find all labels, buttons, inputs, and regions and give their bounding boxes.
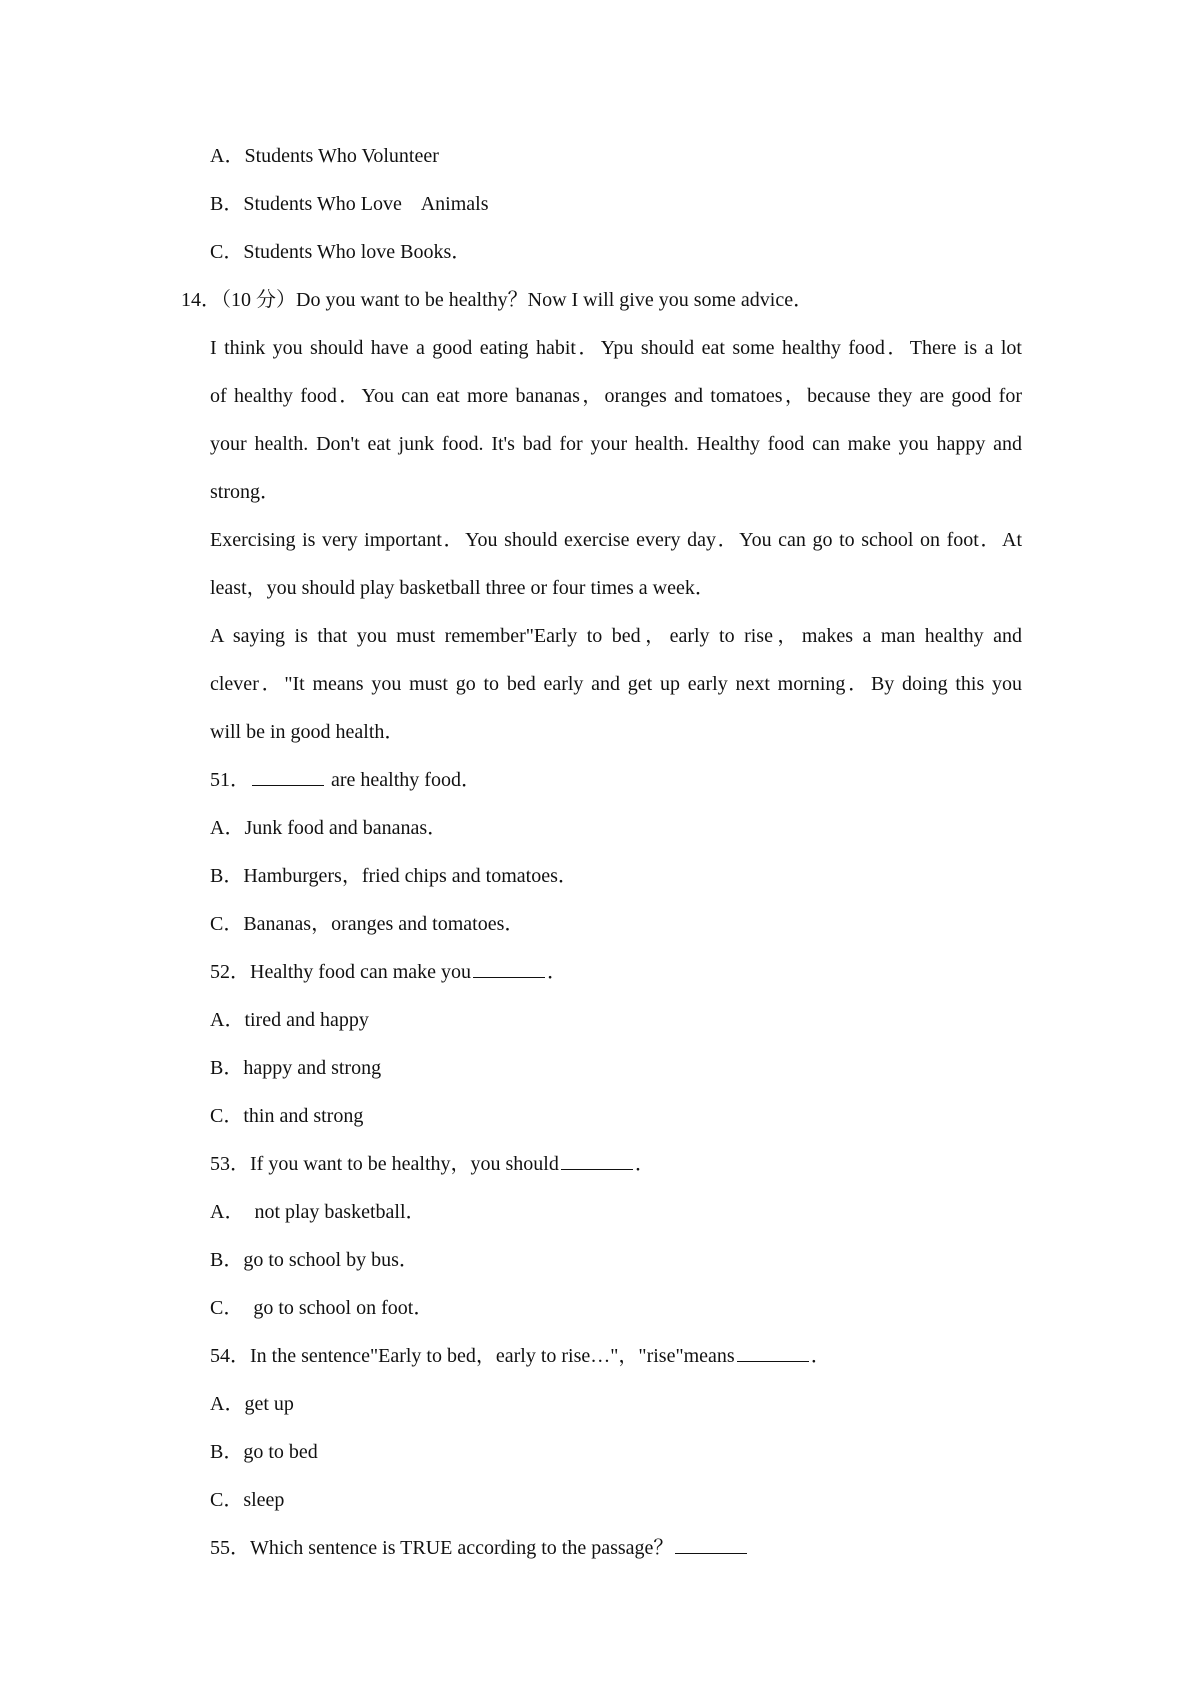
passage-line: clever．"It means you must go to bed early and get up early next morning．By doing this you — [210, 673, 1022, 695]
passage-line: strong． — [210, 481, 280, 503]
question-text: are healthy food． — [326, 769, 481, 791]
answer-blank — [737, 1343, 809, 1362]
question-52 — [210, 958, 567, 986]
option-c: C．Bananas，oranges and tomatoes． — [210, 913, 525, 935]
option-b: B．Hamburgers，fried chips and tomatoes． — [210, 865, 578, 887]
question-end: ． — [547, 961, 568, 983]
option-a: A．tired and happy — [210, 1009, 369, 1031]
passage-line: least，you should play basketball three or four times a week． — [210, 577, 715, 599]
option-c: C． go to school on foot． — [210, 1297, 434, 1319]
option-c: C．Students Who love Books． — [210, 241, 472, 263]
question-53 — [210, 1150, 655, 1178]
question-end: ． — [634, 1153, 655, 1175]
option-a: A．get up — [210, 1393, 294, 1415]
passage-line: I think you should have a good eating habit．Ypu should eat some healthy food．There is a lot — [210, 337, 1022, 359]
option-a: A．Students Who Volunteer — [210, 145, 439, 167]
question-number: 51． — [210, 769, 250, 791]
option-b: B．Students Who Love Animals — [210, 193, 489, 215]
passage-line: of healthy food．You can eat more bananas，oranges and tomatoes，because they are good for — [210, 385, 1022, 407]
passage-line: will be in good health． — [210, 721, 405, 743]
question-text: 52．Healthy food can make you — [210, 961, 472, 983]
answer-blank — [675, 1535, 747, 1554]
answer-blank — [473, 959, 545, 978]
answer-blank — [252, 767, 324, 786]
question-text: 54．In the sentence"Early to bed，early to rise…"，"rise"means — [210, 1345, 735, 1367]
answer-blank — [561, 1151, 633, 1170]
question-55 — [210, 1534, 749, 1562]
option-b: B．go to school by bus． — [210, 1249, 419, 1271]
passage-line: A saying is that you must remember"Early to bed，early to rise，makes a man healthy and — [210, 625, 1022, 647]
option-a: A．Junk food and bananas． — [210, 817, 448, 839]
question-text: 53．If you want to be healthy，you should — [210, 1153, 559, 1175]
option-c: C．thin and strong — [210, 1105, 364, 1127]
question-54 — [210, 1342, 831, 1370]
option-c: C．sleep — [210, 1489, 285, 1511]
passage-line: your health. Don't eat junk food. It's bad for your health. Healthy food can make you happy and — [210, 433, 1022, 455]
passage-line: Exercising is very important．You should exercise every day．You can go to school on foot．At — [210, 529, 1022, 551]
question-text: 55．Which sentence is TRUE according to the passage？ — [210, 1537, 674, 1559]
option-a: A． not play basketball． — [210, 1201, 426, 1223]
question-51 — [210, 766, 481, 794]
question-end: ． — [810, 1345, 831, 1367]
question-14-header: 14．（10 分）Do you want to be healthy？Now I will give you some advice． — [181, 289, 814, 311]
option-b: B．happy and strong — [210, 1057, 382, 1079]
option-b: B．go to bed — [210, 1441, 318, 1463]
